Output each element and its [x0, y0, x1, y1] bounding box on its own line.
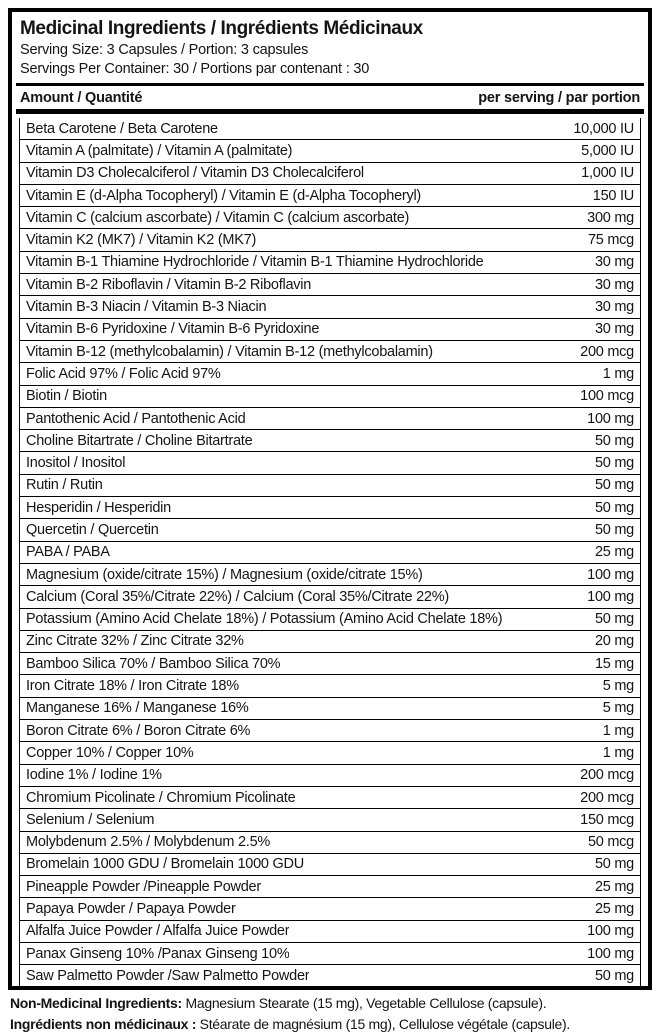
ingredient-amount: 1 mg: [602, 722, 634, 739]
table-row: [20, 965, 640, 987]
ingredient-amount: 20 mg: [594, 633, 634, 650]
ingredient-amount: 50 mg: [594, 856, 634, 873]
ingredient-name: Vitamin B-6 Pyridoxine / Vitamin B-6 Pyridoxine: [26, 321, 320, 338]
table-row: [20, 341, 640, 363]
ingredient-amount: 5 mg: [602, 678, 634, 695]
non-medicinal-line-en: [10, 993, 655, 1014]
non-medicinal-label-fr: Ingrédients non médicinaux :: [10, 1016, 197, 1032]
ingredient-name: Zinc Citrate 32% / Zinc Citrate 32%: [26, 633, 244, 650]
ingredient-rows: [19, 118, 641, 989]
panel-title: Medicinal Ingredients / Ingrédients Médicinaux: [20, 18, 423, 39]
table-row: [20, 207, 640, 229]
ingredient-name: Hesperidin / Hesperidin: [26, 499, 171, 516]
ingredient-name: Rutin / Rutin: [26, 477, 103, 494]
non-medicinal-label-en: Non-Medicinal Ingredients:: [10, 995, 182, 1011]
table-row: [20, 698, 640, 720]
ingredient-amount: 50 mg: [594, 968, 634, 985]
ingredient-amount: 30 mg: [594, 276, 634, 293]
ingredient-amount: 30 mg: [594, 299, 634, 316]
table-row: [20, 898, 640, 920]
table-row: [20, 675, 640, 697]
table-row: [20, 296, 640, 318]
servings-per-container-line: Servings Per Container: 30 / Portions par contenant : 30: [20, 61, 370, 77]
table-row: [20, 720, 640, 742]
table-row: [20, 943, 640, 965]
table-row: [20, 809, 640, 831]
ingredient-name: Quercetin / Quercetin: [26, 521, 159, 538]
table-row: [20, 497, 640, 519]
ingredient-name: Beta Carotene / Beta Carotene: [26, 120, 218, 137]
ingredient-name: Copper 10% / Copper 10%: [26, 744, 194, 761]
ingredient-name: Papaya Powder / Papaya Powder: [26, 901, 236, 918]
table-row: [20, 787, 640, 809]
table-row: [20, 876, 640, 898]
ingredient-name: Vitamin B-2 Riboflavin / Vitamin B-2 Riboflavin: [26, 276, 312, 293]
ingredient-amount: 300 mg: [587, 209, 634, 226]
non-medicinal-text-fr: Stéarate de magnésium (15 mg), Cellulose végétale (capsule).: [196, 1016, 570, 1032]
ingredient-amount: 50 mg: [594, 477, 634, 494]
ingredient-name: Pineapple Powder /Pineapple Powder: [26, 878, 261, 895]
ingredient-amount: 150 mcg: [580, 811, 634, 828]
ingredient-name: Potassium (Amino Acid Chelate 18%) / Potassium (Amino Acid Chelate 18%): [26, 611, 503, 628]
ingredient-amount: 25 mg: [594, 901, 634, 918]
ingredient-name: Choline Bitartrate / Choline Bitartrate: [26, 432, 253, 449]
ingredient-name: Biotin / Biotin: [26, 388, 107, 405]
ingredient-amount: 25 mg: [594, 544, 634, 561]
table-row: [20, 274, 640, 296]
ingredient-amount: 5,000 IU: [581, 142, 634, 159]
ingredient-amount: 10,000 IU: [573, 120, 634, 137]
ingredient-amount: 100 mg: [587, 945, 634, 962]
ingredient-amount: 150 IU: [592, 187, 634, 204]
table-row: [20, 430, 640, 452]
ingredient-name: Iodine 1% / Iodine 1%: [26, 767, 162, 784]
ingredient-name: Selenium / Selenium: [26, 811, 155, 828]
divider-thick: [16, 109, 644, 114]
serving-size-line: Serving Size: 3 Capsules / Portion: 3 capsules: [20, 42, 309, 58]
ingredient-amount: 100 mg: [587, 588, 634, 605]
table-row: [20, 609, 640, 631]
ingredient-name: Magnesium (oxide/citrate 15%) / Magnesium (oxide/citrate 15%): [26, 566, 423, 583]
ingredient-name: Alfalfa Juice Powder / Alfalfa Juice Powder: [26, 923, 290, 940]
ingredient-amount: 100 mcg: [580, 388, 634, 405]
ingredient-name: Bromelain 1000 GDU / Bromelain 1000 GDU: [26, 856, 304, 873]
ingredient-name: Chromium Picolinate / Chromium Picolinate: [26, 789, 296, 806]
table-row: [20, 742, 640, 764]
table-row: [20, 118, 640, 140]
ingredient-amount: 200 mcg: [580, 343, 634, 360]
table-row: [20, 140, 640, 162]
ingredient-name: Iron Citrate 18% / Iron Citrate 18%: [26, 678, 239, 695]
table-row: [20, 832, 640, 854]
ingredient-amount: 50 mg: [594, 521, 634, 538]
ingredient-amount: 30 mg: [594, 254, 634, 271]
table-row: [20, 564, 640, 586]
ingredient-amount: 50 mg: [594, 611, 634, 628]
ingredient-name: Vitamin D3 Cholecalciferol / Vitamin D3 Cholecalciferol: [26, 165, 364, 182]
ingredient-name: Calcium (Coral 35%/Citrate 22%) / Calcium (Coral 35%/Citrate 22%): [26, 588, 449, 605]
ingredient-name: Vitamin B-1 Thiamine Hydrochloride / Vitamin B-1 Thiamine Hydrochloride: [26, 254, 484, 271]
table-row: [20, 386, 640, 408]
ingredient-amount: 100 mg: [587, 923, 634, 940]
ingredient-name: PABA / PABA: [26, 544, 110, 561]
ingredient-amount: 50 mg: [594, 432, 634, 449]
column-header-row: [16, 86, 644, 109]
ingredient-name: Pantothenic Acid / Pantothenic Acid: [26, 410, 246, 427]
ingredient-name: Bamboo Silica 70% / Bamboo Silica 70%: [26, 655, 281, 672]
ingredient-name: Vitamin K2 (MK7) / Vitamin K2 (MK7): [26, 232, 257, 249]
ingredient-amount: 200 mcg: [580, 789, 634, 806]
ingredient-amount: 200 mcg: [580, 767, 634, 784]
ingredient-name: Saw Palmetto Powder /Saw Palmetto Powder: [26, 968, 310, 985]
ingredient-name: Vitamin B-3 Niacin / Vitamin B-3 Niacin: [26, 299, 267, 316]
table-row: [20, 363, 640, 385]
ingredient-name: Vitamin A (palmitate) / Vitamin A (palmitate): [26, 142, 293, 159]
ingredient-name: Boron Citrate 6% / Boron Citrate 6%: [26, 722, 251, 739]
ingredient-amount: 50 mcg: [587, 834, 634, 851]
ingredient-name: Vitamin E (d-Alpha Tocopheryl) / Vitamin E (d-Alpha Tocopheryl): [26, 187, 422, 204]
non-medicinal-footer: [10, 993, 655, 1035]
ingredient-amount: 1 mg: [602, 744, 634, 761]
table-row: [20, 765, 640, 787]
table-row: [20, 475, 640, 497]
table-row: [20, 653, 640, 675]
ingredient-amount: 100 mg: [587, 566, 634, 583]
table-row: [20, 631, 640, 653]
table-row: [20, 519, 640, 541]
ingredient-name: Manganese 16% / Manganese 16%: [26, 700, 249, 717]
ingredient-amount: 5 mg: [602, 700, 634, 717]
ingredient-name: Vitamin B-12 (methylcobalamin) / Vitamin B-12 (methylcobalamin): [26, 343, 433, 360]
table-row: [20, 185, 640, 207]
table-row: [20, 452, 640, 474]
ingredient-amount: 50 mg: [594, 499, 634, 516]
ingredient-name: Inositol / Inositol: [26, 455, 126, 472]
table-row: [20, 229, 640, 251]
table-row: [20, 586, 640, 608]
non-medicinal-line-fr: [10, 1014, 655, 1035]
non-medicinal-text-en: Magnesium Stearate (15 mg), Vegetable Cellulose (capsule).: [181, 995, 547, 1011]
ingredient-name: Molybdenum 2.5% / Molybdenum 2.5%: [26, 834, 271, 851]
column-header-per-serving: per serving / par portion: [478, 89, 640, 106]
ingredient-amount: 50 mg: [594, 455, 634, 472]
table-row: [20, 921, 640, 943]
ingredient-amount: 15 mg: [594, 655, 634, 672]
column-header-amount: Amount / Quantité: [20, 89, 143, 106]
table-row: [20, 163, 640, 185]
ingredient-amount: 100 mg: [587, 410, 634, 427]
table-row: [20, 854, 640, 876]
ingredient-amount: 30 mg: [594, 321, 634, 338]
ingredient-amount: 75 mcg: [587, 232, 634, 249]
medicinal-ingredients-panel: [8, 8, 652, 990]
table-row: [20, 319, 640, 341]
ingredient-name: Vitamin C (calcium ascorbate) / Vitamin C (calcium ascorbate): [26, 209, 410, 226]
table-row: [20, 408, 640, 430]
table-row: [20, 542, 640, 564]
table-row: [20, 252, 640, 274]
ingredient-amount: 1,000 IU: [581, 165, 634, 182]
ingredient-amount: 1 mg: [602, 365, 634, 382]
ingredient-name: Panax Ginseng 10% /Panax Ginseng 10%: [26, 945, 290, 962]
ingredient-name: Folic Acid 97% / Folic Acid 97%: [26, 365, 221, 382]
ingredient-amount: 25 mg: [594, 878, 634, 895]
